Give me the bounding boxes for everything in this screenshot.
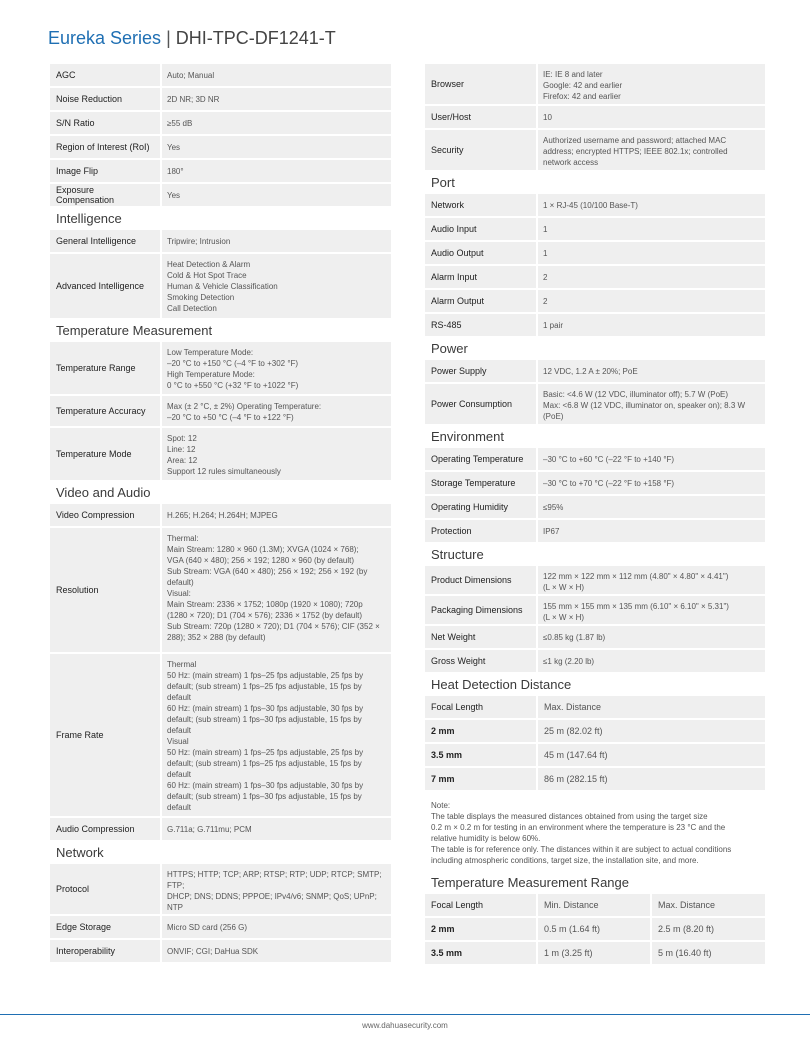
spec-label: AGC [50,64,160,86]
spec-label: Operating Humidity [425,496,536,518]
spec-value: 155 mm × 155 mm × 135 mm (6.10" × 6.10" × 5.31") (L × W × H) [538,596,765,624]
spec-row [50,818,391,840]
spec-label: Audio Output [425,242,536,264]
spec-label: Region of Interest (RoI) [50,136,160,158]
spec-row [425,64,765,104]
spec-row [425,650,765,672]
spec-value: 2D NR; 3D NR [162,88,391,110]
spec-row [50,528,391,652]
table-cell: 2.5 m (8.20 ft) [652,918,765,940]
spec-row [50,230,391,252]
spec-value: Thermal: Main Stream: 1280 × 960 (1.3M); XVGA (1024 × 768); VGA (640 × 480); 256 × 192; 1280 × 960 (by default) Sub Stream: VGA (640 × 480); 256 × 192; 256 × 192 (by default) Visual: Main Stream: 2336 × 1752; 1080p (1920 × 1080); 720p (1280 × 720); D1 (704 × 576); 2336 × 1752 (by default) Sub Stream: 720p (1280 × 720); D1 (704 × 576); CIF (352 × 288); 352 × 288 (by default) [162,528,391,652]
spec-label: Video Compression [50,504,160,526]
spec-row [50,864,391,914]
spec-value: Auto; Manual [162,64,391,86]
spec-row [425,496,765,518]
spec-label: Noise Reduction [50,88,160,110]
table-cell: 0.5 m (1.64 ft) [538,918,650,940]
spec-label: Gross Weight [425,650,536,672]
spec-value: 122 mm × 122 mm × 112 mm (4.80" × 4.80" × 4.41") (L × W × H) [538,566,765,594]
spec-label: Alarm Input [425,266,536,288]
spec-row [50,396,391,426]
spec-row [425,448,765,470]
spec-value: IE: IE 8 and later Google: 42 and earlier Firefox: 42 and earlier [538,64,765,104]
section-title: Power [431,341,468,356]
spec-value: 10 [538,106,765,128]
spec-label: General Intelligence [50,230,160,252]
table-cell: 86 m (282.15 ft) [538,768,765,790]
spec-label: Protection [425,520,536,542]
section-title: Network [56,845,104,860]
section-title: Temperature Measurement Range [431,875,629,890]
table-cell: 7 mm [425,768,536,790]
section-title: Environment [431,429,504,444]
spec-label: Exposure Compensation [50,184,160,206]
section-title: Port [431,175,455,190]
table-cell: 1 m (3.25 ft) [538,942,650,964]
spec-value: IP67 [538,520,765,542]
model-name: DHI-TPC-DF1241-T [175,28,336,48]
spec-value: Authorized username and password; attached MAC address; encrypted HTTPS; IEEE 802.1x; controlled network access [538,130,765,170]
spec-label: Audio Input [425,218,536,240]
spec-label: Temperature Mode [50,428,160,480]
right-column [425,64,765,966]
spec-label: RS-485 [425,314,536,336]
spec-value: Thermal 50 Hz: (main stream) 1 fps–25 fps adjustable, 25 fps by default; (sub stream) 1 fps–25 fps adjustable, 15 fps by default 60 Hz: (main stream) 1 fps–30 fps adjustable, 30 fps by default; (sub stream) 1 fps–30 fps adjustable, 15 fps by default Visual 50 Hz: (main stream) 1 fps–25 fps adjustable, 25 fps by default; (sub stream) 1 fps–25 fps adjustable, 15 fps by default 60 Hz: (main stream) 1 fps–30 fps adjustable, 30 fps by default; (sub stream) 1 fps–30 fps adjustable, 15 fps by default [162,654,391,816]
spec-label: Temperature Accuracy [50,396,160,426]
range-table-row [425,942,765,964]
spec-row [425,360,765,382]
spec-row [425,314,765,336]
spec-label: Advanced Intelligence [50,254,160,318]
table-header-cell: Focal Length [425,894,536,916]
section-title: Structure [431,547,484,562]
spec-value: G.711a; G.711mu; PCM [162,818,391,840]
spec-label: Image Flip [50,160,160,182]
spec-row [425,596,765,624]
section-title: Temperature Measurement [56,323,213,338]
spec-value: 1 [538,242,765,264]
spec-label: Power Consumption [425,384,536,424]
table-header-cell: Focal Length [425,696,536,718]
spec-label: S/N Ratio [50,112,160,134]
section-title: Intelligence [56,211,122,226]
spec-row [50,916,391,938]
spec-row [425,242,765,264]
spec-row [425,106,765,128]
spec-value: 2 [538,290,765,312]
table-cell: 5 m (16.40 ft) [652,942,765,964]
spec-value: ≥55 dB [162,112,391,134]
spec-value: H.265; H.264; H.264H; MJPEG [162,504,391,526]
spec-value: Micro SD card (256 G) [162,916,391,938]
spec-value: ≤0.85 kg (1.87 lb) [538,626,765,648]
spec-value: –30 °C to +60 °C (–22 °F to +140 °F) [538,448,765,470]
spec-row [50,254,391,318]
spec-label: Operating Temperature [425,448,536,470]
spec-row [50,428,391,480]
spec-row [50,64,391,86]
footer-divider [0,1014,810,1015]
spec-label: Resolution [50,528,160,652]
heat-table-header [425,696,765,718]
spec-value: 2 [538,266,765,288]
spec-label: Power Supply [425,360,536,382]
spec-label: Browser [425,64,536,104]
heat-table-row [425,744,765,766]
spec-row [50,504,391,526]
spec-row [425,194,765,216]
spec-row [425,290,765,312]
section-title: Video and Audio [56,485,151,500]
spec-label: Edge Storage [50,916,160,938]
spec-row [50,940,391,962]
range-table-row [425,918,765,940]
spec-row [425,130,765,170]
table-header-cell: Max. Distance [538,696,765,718]
spec-value: Tripwire; Intrusion [162,230,391,252]
footer-url: www.dahuasecurity.com [362,1021,448,1030]
range-table-header [425,894,765,916]
table-cell: 3.5 mm [425,942,536,964]
page-header [48,28,336,49]
table-cell: 25 m (82.02 ft) [538,720,765,742]
spec-value: Yes [162,136,391,158]
spec-value: 12 VDC, 1.2 A ± 20%; PoE [538,360,765,382]
spec-value: Max (± 2 °C, ± 2%) Operating Temperature: –20 °C to +50 °C (–4 °F to +122 °F) [162,396,391,426]
table-cell: 3.5 mm [425,744,536,766]
spec-label: User/Host [425,106,536,128]
heat-table-row [425,720,765,742]
spec-label: Audio Compression [50,818,160,840]
spec-label: Frame Rate [50,654,160,816]
spec-row [425,626,765,648]
spec-row [425,266,765,288]
heat-table-row [425,768,765,790]
spec-row [425,384,765,424]
table-cell: 2 mm [425,918,536,940]
table-header-cell: Max. Distance [652,894,765,916]
spec-value: –30 °C to +70 °C (–22 °F to +158 °F) [538,472,765,494]
spec-value: Basic: <4.6 W (12 VDC, illuminator off); 5.7 W (PoE) Max: <6.8 W (12 VDC, illuminator on, speaker on); 8.3 W (PoE) [538,384,765,424]
spec-value: ≤1 kg (2.20 lb) [538,650,765,672]
spec-row [50,342,391,394]
spec-label: Network [425,194,536,216]
heat-detection-note: Note: The table displays the measured distances obtained from using the target size 0.2 m × 0.2 m for testing in an environment where the temperature is 23 °C and the relative humidity is below 60%. The table is for reference only. The distances within it are subject to actual conditions including atmospheric conditions, target size, the installation site, and more. [431,801,732,865]
spec-row [50,654,391,816]
spec-label: Packaging Dimensions [425,596,536,624]
spec-label: Temperature Range [50,342,160,394]
table-cell: 2 mm [425,720,536,742]
spec-value: HTTPS; HTTP; TCP; ARP; RTSP; RTP; UDP; RTCP; SMTP; FTP; DHCP; DNS; DDNS; PPPOE; IPv4/v6; SNMP; QoS; UPnP; NTP [162,864,391,914]
spec-label: Product Dimensions [425,566,536,594]
table-cell: 45 m (147.64 ft) [538,744,765,766]
series-name: Eureka Series [48,28,162,48]
spec-value: ONVIF; CGI; DaHua SDK [162,940,391,962]
spec-row [50,112,391,134]
spec-label: Alarm Output [425,290,536,312]
spec-value: 180° [162,160,391,182]
spec-value: ≤95% [538,496,765,518]
spec-value: 1 [538,218,765,240]
spec-value: Yes [162,184,391,206]
spec-label: Net Weight [425,626,536,648]
table-header-cell: Min. Distance [538,894,650,916]
spec-row [50,88,391,110]
spec-value: Spot: 12 Line: 12 Area: 12 Support 12 rules simultaneously [162,428,391,480]
spec-row [425,218,765,240]
spec-label: Storage Temperature [425,472,536,494]
spec-row [50,184,391,206]
header-separator: | [166,28,171,48]
spec-value: Heat Detection & Alarm Cold & Hot Spot Trace Human & Vehicle Classification Smoking Detection Call Detection [162,254,391,318]
left-column [50,64,391,964]
spec-row [425,566,765,594]
spec-label: Protocol [50,864,160,914]
spec-label: Security [425,130,536,170]
section-title: Heat Detection Distance [431,677,572,692]
spec-row [50,136,391,158]
spec-value: 1 pair [538,314,765,336]
spec-row [425,520,765,542]
spec-row [50,160,391,182]
spec-value: Low Temperature Mode: –20 °C to +150 °C (–4 °F to +302 °F) High Temperature Mode: 0 °C to +550 °C (+32 °F to +1022 °F) [162,342,391,394]
spec-label: Interoperability [50,940,160,962]
spec-row [425,472,765,494]
spec-value: 1 × RJ-45 (10/100 Base-T) [538,194,765,216]
